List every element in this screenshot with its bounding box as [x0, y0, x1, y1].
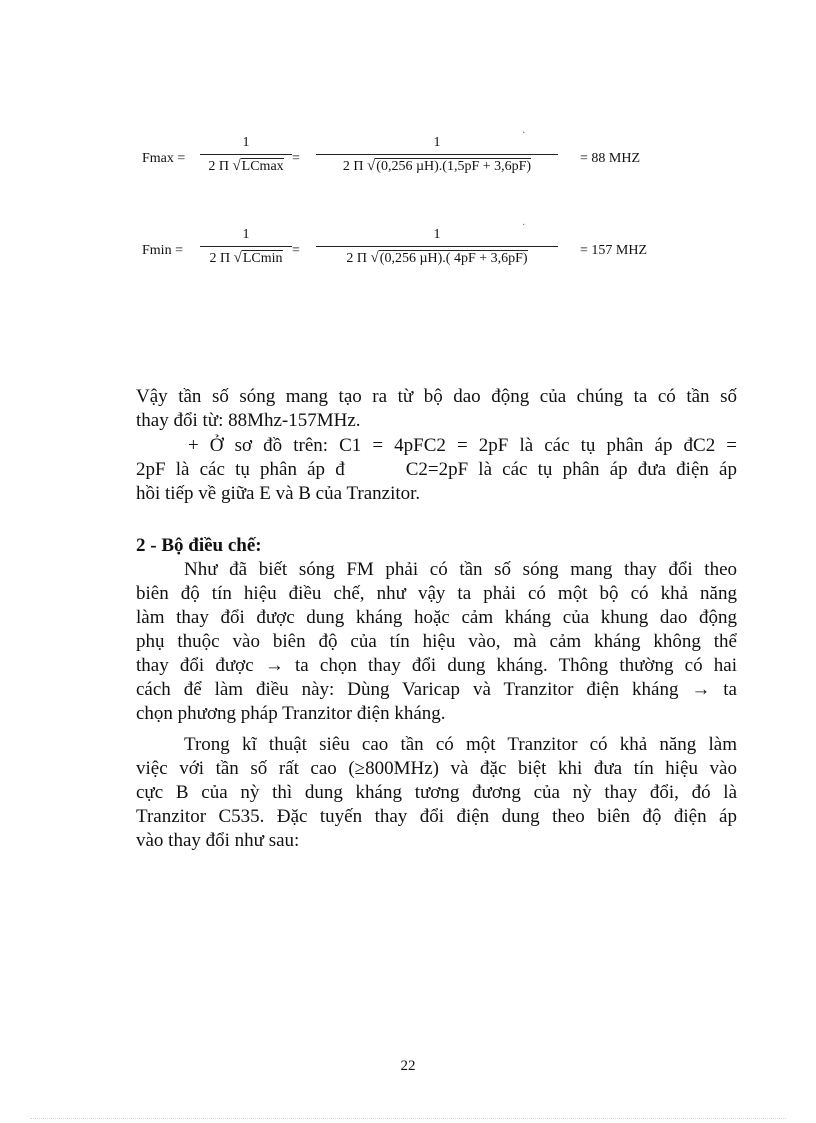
section-heading: 2 - Bộ điều chế: [136, 535, 262, 556]
numerator: 1 [433, 135, 441, 150]
paragraph-capacitors [136, 434, 737, 506]
text-line: việc với tần số rất cao (≥800MHz) và đặc biệt khi đưa tín hiệu vào [136, 758, 737, 779]
page-bottom-divider [30, 1118, 786, 1119]
sqrt-icon: √ [367, 158, 376, 174]
two-pi: 2 Π [346, 251, 371, 266]
text-line: vào thay đổi như sau: [136, 830, 300, 851]
equals-sign: = [292, 151, 300, 166]
numerator: 1 [242, 227, 250, 242]
text-line: 2pF là các tụ phân áp đ C2=2pF là các tụ phân áp đưa điện áp [136, 459, 737, 480]
text-line: biên độ tín hiệu điều chế, như vậy ta phải có một bộ có khả năng [136, 583, 737, 604]
text-line: + Ở sơ đồ trên: C1 = 4pFC2 = 2pF là các tụ phân áp đC2 = [188, 435, 737, 456]
denominator [316, 247, 558, 269]
text-line: thay đổi từ: 88Mhz-157MHz. [136, 410, 361, 431]
sqrt-icon: √ [233, 250, 242, 266]
denominator [200, 247, 292, 269]
numerator: 1 [242, 135, 250, 150]
text-line: làm thay đổi được dung kháng hoặc cảm kháng của khung dao động [136, 607, 737, 628]
two-pi: 2 Π [342, 159, 368, 174]
speck: · [522, 220, 526, 231]
text-line: Trong kĩ thuật siêu cao tần có một Tranzitor có khả năng làm [184, 734, 737, 755]
page-number: 22 [400, 1058, 416, 1074]
sqrt-icon: √ [370, 250, 379, 266]
denominator [200, 155, 292, 177]
text-line: hồi tiếp về giữa E và B của Tranzitor. [136, 483, 421, 504]
text-line: cực B của nỳ thì dung kháng tương đương của nỳ thay đổi, đó là [136, 782, 737, 803]
fraction-lc [200, 224, 292, 269]
fraction-values [316, 224, 558, 269]
two-pi: 2 Π [209, 251, 234, 266]
formula-fmax [140, 128, 660, 192]
speck: · [522, 128, 526, 139]
paragraph-modulator [136, 558, 737, 726]
two-pi: 2 Π [208, 159, 233, 174]
formula-lhs: Fmin = [142, 243, 183, 258]
formula-result: = 88 MHZ [580, 151, 641, 166]
numerator: 1 [433, 227, 441, 242]
denominator [316, 155, 558, 177]
text-line: thay đổi được → ta chọn thay đổi dung kháng. Thông thường có hai [136, 655, 737, 676]
text-line: phụ thuộc vào biên độ của tín hiệu vào, mà cảm kháng không thể [136, 631, 737, 652]
radicand: LCmin [242, 251, 283, 266]
text-line: cách để làm điều này: Dùng Varicap và Tranzitor điện kháng → ta [136, 679, 737, 700]
text-line: chọn phương pháp Tranzitor điện kháng. [136, 703, 446, 724]
radicand: LCmax [241, 159, 284, 174]
formula-result: = 157 MHZ [580, 243, 648, 258]
formula-lhs: Fmax = [142, 151, 186, 166]
formula-fmin [140, 220, 660, 284]
fraction-values [316, 132, 558, 177]
radicand: (0,256 µH).(1,5pF + 3,6pF) [376, 159, 532, 174]
paragraph-carrier-frequency [136, 385, 737, 433]
radicand: (0,256 µH).( 4pF + 3,6pF) [379, 251, 528, 266]
text-line: Vậy tần số sóng mang tạo ra từ bộ dao động của chúng ta có tần số [136, 386, 737, 407]
text-line: Như đã biết sóng FM phải có tần số sóng mang thay đổi theo [184, 559, 737, 580]
fraction-lc [200, 132, 292, 177]
paragraph-transistor [136, 733, 737, 853]
text-line: Tranzitor C535. Đặc tuyến thay đổi điện dung theo biên độ điện áp [136, 806, 737, 827]
sqrt-icon: √ [232, 158, 241, 174]
equals-sign: = [292, 243, 300, 258]
